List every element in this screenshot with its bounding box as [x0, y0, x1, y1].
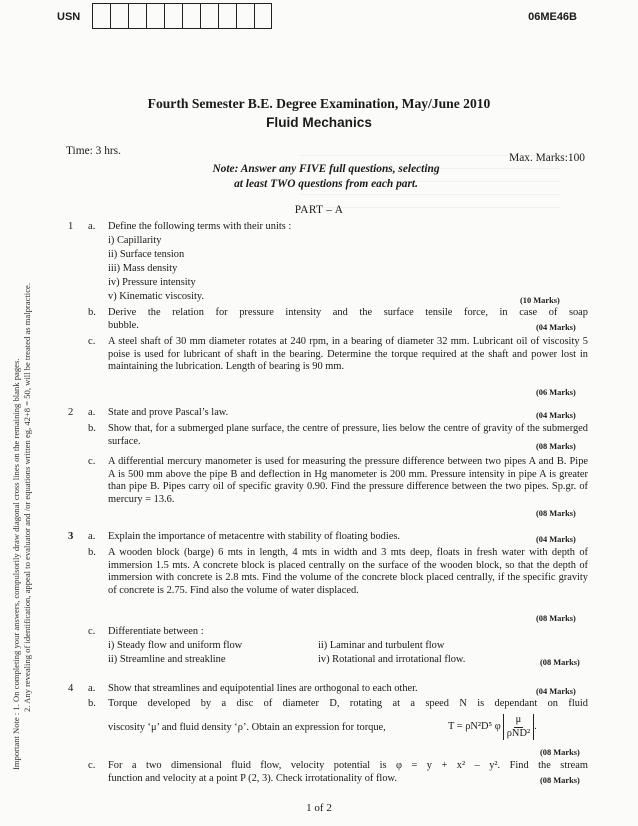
- usn-boxes: [92, 3, 272, 29]
- q4b-letter: b.: [88, 698, 96, 709]
- q1a-letter: a.: [88, 221, 96, 232]
- q4a-letter: a.: [88, 683, 96, 694]
- q3c-item: ii) Streamline and streakline: [108, 654, 226, 665]
- q3-number: 3: [68, 531, 74, 542]
- usn-box: [146, 3, 164, 29]
- q3c-text: Differentiate between :: [108, 626, 204, 637]
- q4c-marks: (08 Marks): [540, 776, 580, 785]
- side-note-line-1: Important Note : 1. On completing your answers, compulsorily draw diagonal cross lines on the remaining blank pages.: [11, 358, 21, 770]
- usn-box: [92, 3, 110, 29]
- formula-bracket: [503, 714, 534, 740]
- q4b-marks: (08 Marks): [540, 748, 580, 757]
- q3c-marks: (08 Marks): [540, 658, 580, 667]
- q1a-item: ii) Surface tension: [108, 249, 185, 260]
- subject-title: Fluid Mechanics: [266, 115, 372, 130]
- q4b-text-cont: viscosity ‘μ’ and fluid density ‘ρ’. Obtain an expression for torque,: [108, 722, 386, 733]
- formula-denominator: ρND²: [506, 727, 531, 739]
- usn-box: [218, 3, 236, 29]
- time-allowed: Time: 3 hrs.: [66, 145, 121, 157]
- usn-box: [200, 3, 218, 29]
- q1a-marks: (10 Marks): [520, 296, 560, 305]
- q2a-letter: a.: [88, 407, 96, 418]
- q3c-letter: c.: [88, 626, 96, 637]
- q3a-text: Explain the importance of metacentre with stability of floating bodies.: [108, 531, 401, 542]
- usn-box: [164, 3, 182, 29]
- q2c-marks: (08 Marks): [536, 509, 576, 518]
- side-note-line-2: 2. Any revealing of identification, appeal to evaluator and /or equations written eg, 42+8 = 50, will be treated as malpractice.: [22, 283, 33, 712]
- usn-box: [110, 3, 128, 29]
- q4c-text-cont: function and velocity at a point P (2, 3). Check irrotationality of flow.: [108, 773, 397, 784]
- q4a-text: Show that streamlines and equipotential lines are orthogonal to each other.: [108, 683, 418, 694]
- q2a-text: State and prove Pascal’s law.: [108, 407, 229, 418]
- usn-box: [254, 3, 272, 29]
- usn-box: [128, 3, 146, 29]
- q1b-marks: (04 Marks): [536, 323, 576, 332]
- q4-number: 4: [68, 683, 74, 694]
- q1b-letter: b.: [88, 307, 96, 318]
- max-marks: Max. Marks:100: [509, 152, 585, 164]
- formula-period: .: [534, 720, 537, 732]
- formula-numerator: μ: [514, 714, 524, 728]
- usn-box: [236, 3, 254, 29]
- usn-label: USN: [57, 11, 81, 23]
- part-heading: PART – A: [294, 204, 344, 216]
- q3a-letter: a.: [88, 531, 96, 542]
- q1a-item: i) Capillarity: [108, 235, 162, 246]
- q3c-item: iv) Rotational and irrotational flow.: [318, 654, 466, 665]
- q4b-formula: [448, 714, 537, 740]
- note-line-1: Note: Answer any FIVE full questions, selecting: [212, 163, 440, 175]
- q4c-text: For a two dimensional fluid flow, velocity potential is φ = y + x² – y². Find the stream: [108, 760, 588, 771]
- q1b-text: Derive the relation for pressure intensity and the surface tensile force, in case of soap: [108, 307, 588, 318]
- q3b-text: A wooden block (barge) 6 mts in length, 4 mts in width and 3 mts deep, floats in fresh water with depth of immersion 1.5 mts. A concrete block is placed centrally on the surface of the wooden block, so that the depth of immersion with concrete is 2.8 mts. Find the volume of the concrete block placed centrally, if the specific gravity of concrete is 2.75. Find also the volume of water displaced.: [108, 547, 588, 597]
- note-line-2: at least TWO questions from each part.: [234, 177, 418, 190]
- q3c-item: i) Steady flow and uniform flow: [108, 640, 243, 651]
- q1a-item: v) Kinematic viscosity.: [108, 291, 204, 302]
- q1a-text: Define the following terms with their units :: [108, 221, 292, 232]
- usn-box: [182, 3, 200, 29]
- formula-lhs: T = ρN²D⁵ φ: [448, 720, 501, 732]
- q2b-marks: (08 Marks): [536, 442, 576, 451]
- page-number: 1 of 2: [306, 802, 332, 814]
- q4b-text: Torque developed by a disc of diameter D, rotating at a speed N is dependant on fluid: [108, 698, 588, 709]
- q1c-text: A steel shaft of 30 mm diameter rotates at 240 rpm, in a bearing of diameter 32 mm. Lubricant oil of viscosity 5 poise is used for lubricant of shaft in the bearing. Determine the torque required at the shaft and power lost in maintaining the lubrication. Length of bearing is 90 mm.: [108, 336, 588, 373]
- q2c-letter: c.: [88, 456, 96, 467]
- q3c-item: ii) Laminar and turbulent flow: [318, 640, 445, 651]
- q1a-item: iii) Mass density: [108, 263, 178, 274]
- q3b-marks: (08 Marks): [536, 614, 576, 623]
- q2-number: 2: [68, 407, 74, 418]
- q2c-text: A differential mercury manometer is used for measuring the pressure difference between two pipes A and B. Pipe A is 500 mm above the pipe B and deflection in Hg manometer is 200 mm. Pressure intensity in pipe A is greater than pipe B. Pipes carry oil of specific gravity 0.90. Find the pressure difference between the two pipes. Sp.gr. of mercury = 13.6.: [108, 456, 588, 506]
- q4a-marks: (04 Marks): [536, 687, 576, 696]
- instructions-note: [176, 162, 476, 191]
- q1b-text-cont: bubble.: [108, 320, 139, 331]
- q1-number: 1: [68, 221, 74, 232]
- subject-code: 06ME46B: [528, 11, 577, 23]
- q3b-letter: b.: [88, 547, 96, 558]
- q2b-text: Show that, for a submerged plane surface, the centre of pressure, lies below the centre of gravity of the submerged surface.: [108, 423, 588, 447]
- q4c-letter: c.: [88, 760, 96, 771]
- q1c-letter: c.: [88, 336, 96, 347]
- exam-title: Fourth Semester B.E. Degree Examination, May/June 2010: [147, 96, 491, 111]
- q1c-marks: (06 Marks): [536, 388, 576, 397]
- side-note: [11, 90, 33, 770]
- q1a-item: iv) Pressure intensity: [108, 277, 196, 288]
- q2a-marks: (04 Marks): [536, 411, 576, 420]
- q2b-letter: b.: [88, 423, 96, 434]
- q3a-marks: (04 Marks): [536, 535, 576, 544]
